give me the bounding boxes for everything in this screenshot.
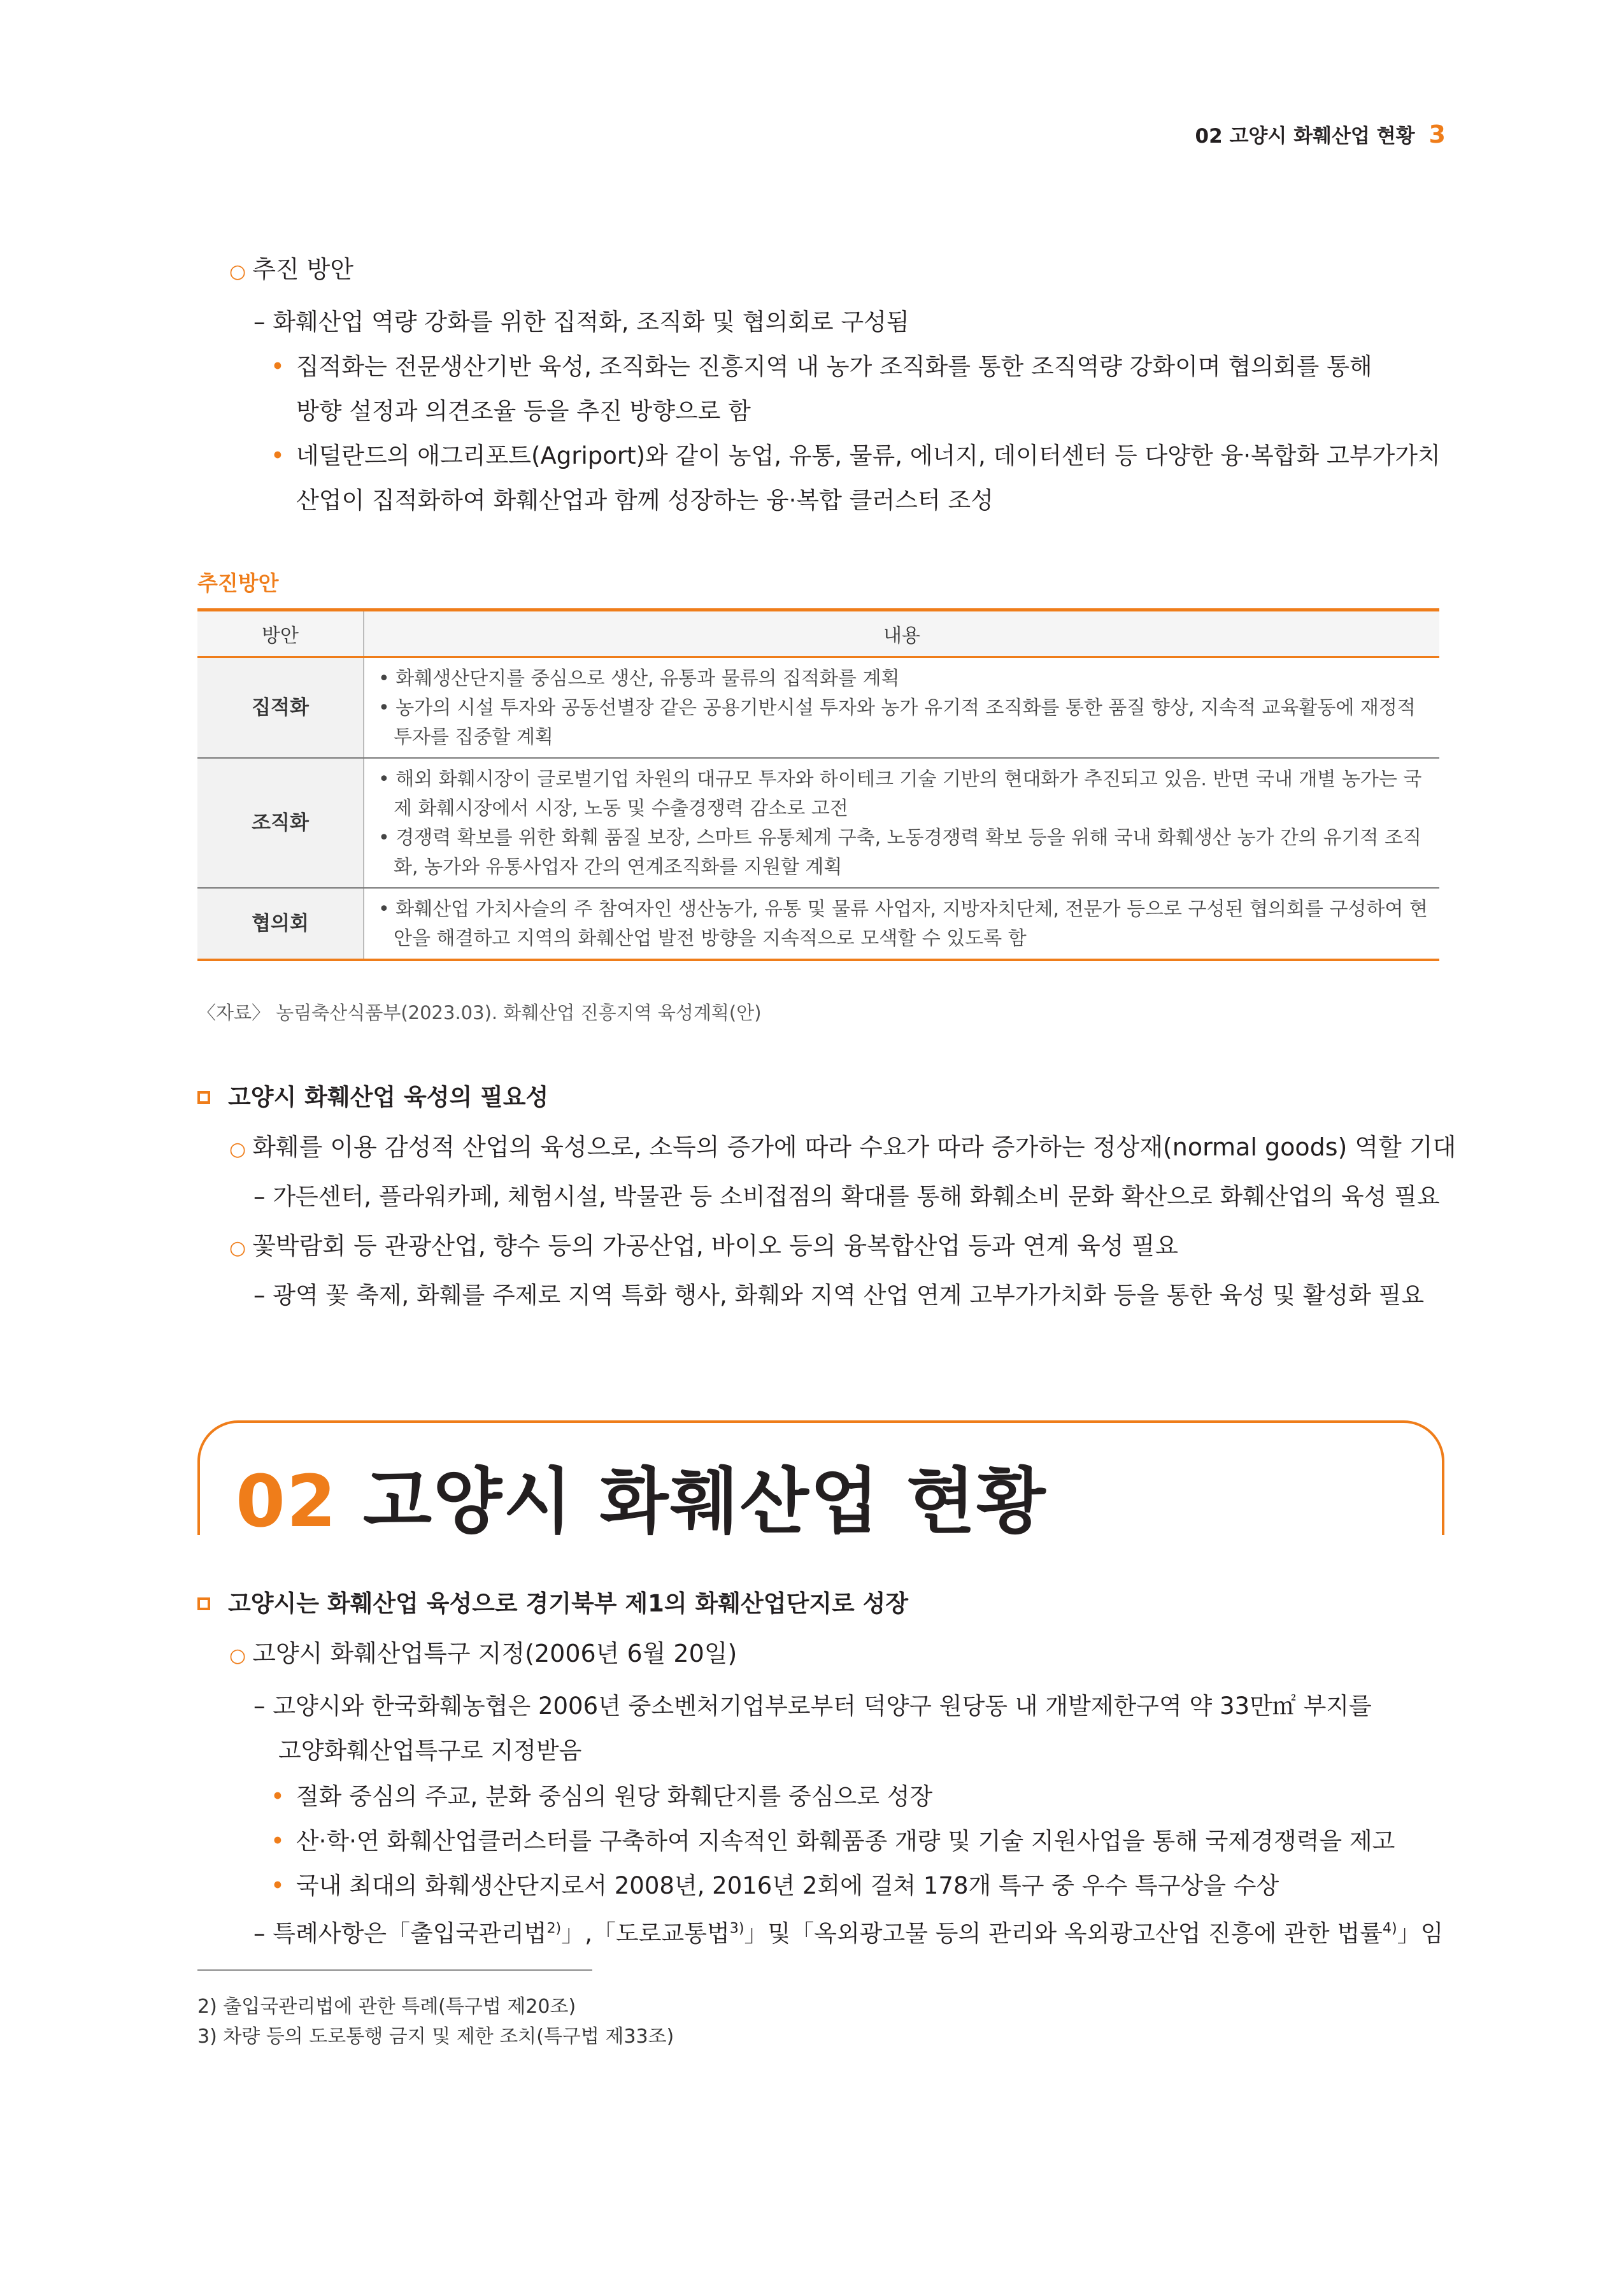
table-row [197, 657, 1439, 759]
intro-heading: ○ 추진 방안 [229, 255, 354, 283]
col-header-content: 내용 [364, 610, 1439, 657]
table-caption: 추진방안 [197, 571, 279, 596]
intro-bullet-1: • 집적화는 전문생산기반 육성, 조직화는 진흥지역 내 농가 조직화를 통한 조직역량 강화이며 협의회를 통해 [271, 353, 1372, 380]
circle-bullet-icon: ○ [229, 1138, 246, 1161]
growth-dash-1: – 고양시와 한국화훼농협은 2006년 중소벤처기업부로부터 덕양구 원당동 내 개발제한구역 약 33만㎡ 부지를 [253, 1692, 1372, 1720]
footnote-divider [197, 1969, 592, 1971]
table-bullet: • 농가의 시설 투자와 공동선별장 같은 공용기반시설 투자와 농가 유기적 조직화를 통한 품질 향상, 지속적 교육활동에 재정적 투자를 집중할 계획 [378, 697, 1416, 748]
table-bullet: • 화훼생산단지를 중심으로 생산, 유통과 물류의 집적화를 계획 [378, 668, 900, 690]
table-source: 〈자료〉 농림축산식품부(2023.03). 화훼산업 진흥지역 육성계획(안) [197, 1002, 762, 1024]
row-label: 협의회 [197, 888, 364, 960]
intro-bullet-1-cont: 방향 설정과 의견조율 등을 추진 방향으로 함 [296, 397, 751, 425]
section-heading-growth: 고양시는 화훼산업 육성으로 경기북부 제1의 화훼산업단지로 성장 [197, 1584, 908, 1618]
footnote-2: 2) 출입국관리법에 관한 특례(특구법 제20조) [197, 1996, 576, 2018]
necessity-item-1-dash: – 가든센터, 플라워카페, 체험시설, 박물관 등 소비접점의 확대를 통해 화훼소비 문화 확산으로 화훼산업의 육성 필요 [253, 1183, 1440, 1210]
circle-bullet-icon: ○ [229, 1645, 246, 1667]
footnote-3: 3) 차량 등의 도로통행 금지 및 제한 조치(특구법 제33조) [197, 2025, 674, 2048]
intro-bullet-2: • 네덜란드의 애그리포트(Agriport)와 같이 농업, 유통, 물류, 에너지, 데이터센터 등 다양한 융·복합화 고부가가치 [271, 442, 1441, 469]
footnote-ref: 2) [546, 1920, 562, 1937]
necessity-item-2: ○ 꽃박람회 등 관광산업, 향수 등의 가공산업, 바이오 등의 융복합산업 등과 연계 육성 필요 [229, 1232, 1179, 1260]
row-label: 집적화 [197, 657, 364, 759]
chapter-title-text: 고양시 화훼산업 현황 [362, 1461, 1047, 1543]
section-heading-necessity: 고양시 화훼산업 육성의 필요성 [197, 1078, 548, 1112]
orange-dot-icon: • [271, 1872, 285, 1899]
intro-dash-1: – 화훼산업 역량 강화를 위한 집적화, 조직화 및 협의회로 구성됨 [253, 308, 909, 336]
growth-bullet-1: • 절화 중심의 주교, 분화 중심의 원당 화훼단지를 중심으로 성장 [271, 1783, 933, 1810]
orange-dot-icon: • [271, 353, 285, 380]
row-label: 조직화 [197, 758, 364, 888]
necessity-item-2-dash: – 광역 꽃 축제, 화훼를 주제로 지역 특화 행사, 화훼와 지역 산업 연계 고부가가치화 등을 통한 육성 및 활성화 필요 [253, 1282, 1425, 1309]
footnote-ref: 3) [729, 1920, 744, 1937]
table-row [197, 758, 1439, 888]
table-bullet: • 화훼산업 가치사슬의 주 참여자인 생산농가, 유통 및 물류 사업자, 지방자치단체, 전문가 등으로 구성된 협의회를 구성하여 현안을 해결하고 지역의 화훼산업 발전 방향을 지속적으로 모색할 수 있도록 함 [378, 898, 1428, 950]
orange-dot-icon: • [271, 442, 285, 469]
table-bullet: • 경쟁력 확보를 위한 화훼 품질 보장, 스마트 유통체계 구축, 노동경쟁력 확보 등을 위해 국내 화훼생산 농가 간의 유기적 조직화, 농가와 유통사업자 간의 연계조직화를 지원할 계획 [378, 827, 1421, 878]
table-row [197, 888, 1439, 960]
square-bullet-icon [197, 1597, 210, 1610]
orange-dot-icon: • [271, 1783, 285, 1810]
running-header [1195, 120, 1446, 148]
intro-bullet-2-cont: 산업이 집적화하여 화훼산업과 함께 성장하는 융·복합 클러스터 조성 [296, 487, 994, 514]
growth-dash-1-cont: 고양화훼산업특구로 지정받음 [278, 1737, 582, 1764]
strategy-table [197, 608, 1439, 961]
chapter-title [236, 1445, 1047, 1547]
col-header-strategy: 방안 [197, 610, 364, 657]
growth-dash-2: – 특례사항은「출입국관리법$^{2)}$」,「도로교통법$^{3)}$」및「옥외광고물 등의 관리와 옥외광고산업 진흥에 관한 법률$^{4)}$」임 [253, 1920, 1444, 1947]
necessity-item-1: ○ 화훼를 이용 감성적 산업의 육성으로, 소득의 증가에 따라 수요가 따라 증가하는 정상재(normal goods) 역할 기대 [229, 1133, 1457, 1161]
square-bullet-icon [197, 1091, 210, 1104]
circle-bullet-icon: ○ [229, 1237, 246, 1259]
header-title: 02 고양시 화훼산업 현황 [1195, 125, 1415, 148]
growth-sub: ○ 고양시 화훼산업특구 지정(2006년 6월 20일) [229, 1639, 737, 1668]
footnote-ref: 4) [1382, 1920, 1397, 1937]
page-number: 3 [1428, 120, 1446, 148]
table-header-row [197, 610, 1439, 657]
circle-bullet-icon: ○ [229, 261, 246, 283]
orange-dot-icon: • [271, 1827, 285, 1855]
growth-bullet-2: • 산·학·연 화훼산업클러스터를 구축하여 지속적인 화훼품종 개량 및 기술 지원사업을 통해 국제경쟁력을 제고 [271, 1827, 1395, 1855]
table-bullet: • 해외 화훼시장이 글로벌기업 차원의 대규모 투자와 하이테크 기술 기반의 현대화가 추진되고 있음. 반면 국내 개별 농가는 국제 화훼시장에서 시장, 노동 및 수출경쟁력 감소로 고전 [378, 768, 1422, 820]
growth-bullet-3: • 국내 최대의 화훼생산단지로서 2008년, 2016년 2회에 걸쳐 178개 특구 중 우수 특구상을 수상 [271, 1872, 1279, 1899]
chapter-number: 02 [236, 1461, 338, 1543]
